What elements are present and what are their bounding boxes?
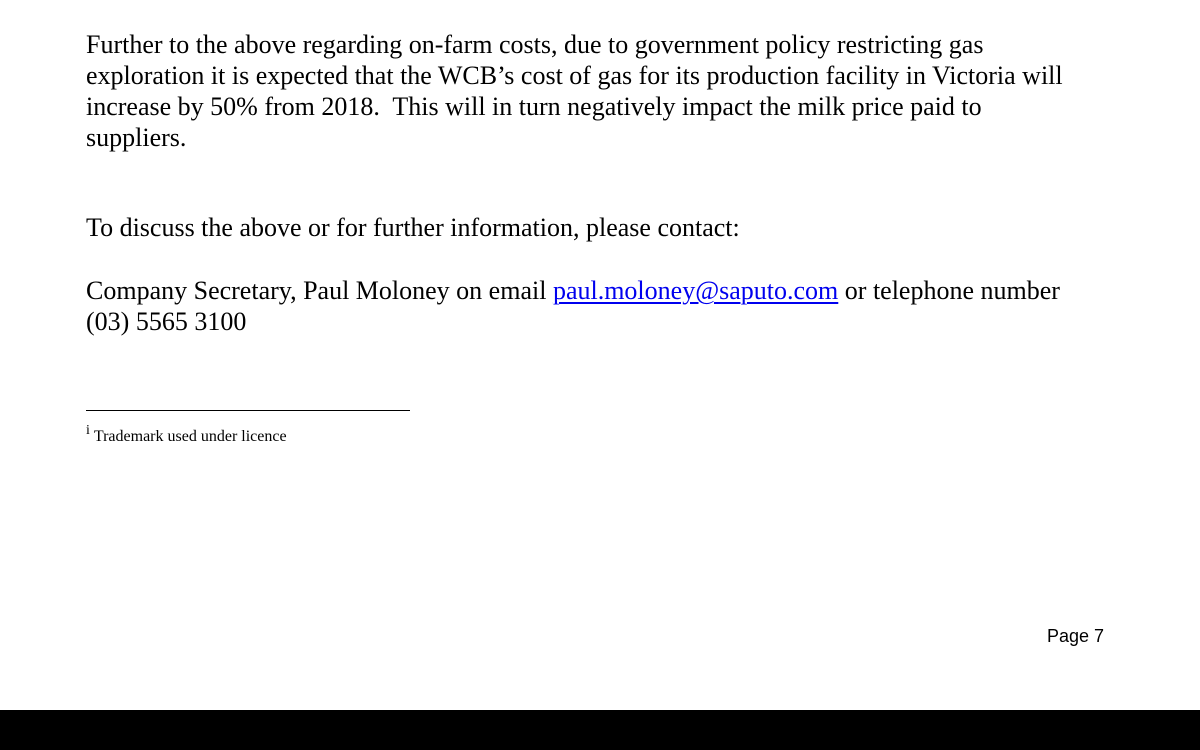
bottom-black-bar	[0, 710, 1200, 750]
phone-number: (03) 5565 3100	[86, 307, 247, 336]
paragraph-line: Further to the above regarding on-farm costs, due to government policy restricting gas	[86, 30, 984, 59]
contact-paragraph	[86, 275, 1060, 337]
paragraph-line: increase by 50% from 2018. This will in turn negatively impact the milk price paid to	[86, 92, 982, 121]
contact-prefix: Company Secretary, Paul Moloney on email	[86, 276, 553, 305]
contact-suffix: or telephone number	[838, 276, 1060, 305]
footnote	[86, 424, 287, 451]
page-number: Page 7	[1047, 626, 1105, 646]
paragraph-line: exploration it is expected that the WCB’s cost of gas for its production facility in Victoria will	[86, 61, 1063, 90]
email-link[interactable]: paul.moloney@saputo.com	[552, 276, 839, 305]
contact-line	[86, 275, 1060, 306]
contact-intro-paragraph: To discuss the above or for further information, please contact:	[86, 213, 740, 242]
footnote-marker: i	[86, 423, 90, 438]
paragraph-line: suppliers.	[86, 123, 187, 152]
footnote-text: Trademark used under licence	[93, 428, 287, 445]
gas-cost-paragraph	[86, 29, 1146, 153]
footnote-separator	[86, 410, 410, 411]
